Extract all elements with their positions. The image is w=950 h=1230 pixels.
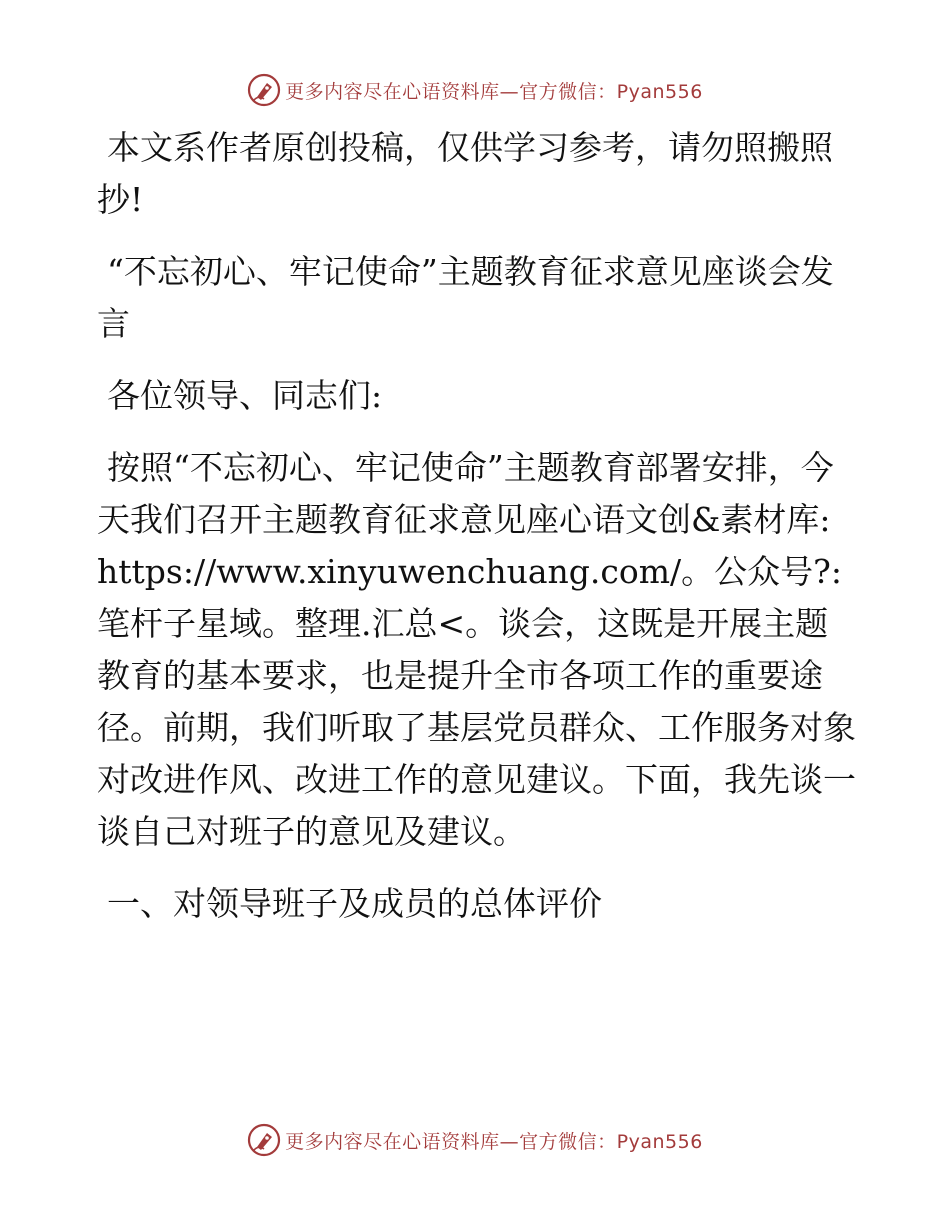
pen-nib-logo-icon [247,1123,281,1157]
watermark-id: Pyan556 [616,80,703,103]
document-body [97,122,857,950]
watermark-id: Pyan556 [616,1130,703,1153]
pen-nib-logo-icon [247,73,281,107]
notice-paragraph: 本文系作者原创投稿，仅供学习参考，请勿照搬照抄! [97,128,833,219]
watermark-text: 更多内容尽在心语资料库—官方微信：Pyan556 [285,80,703,103]
footer-watermark [0,1120,950,1160]
header-watermark [0,70,950,110]
greeting-paragraph: 各位领导、同志们: [107,376,383,415]
document-title: “不忘初心、牢记使命”主题教育征求意见座谈会发言 [97,252,834,343]
watermark-text: 更多内容尽在心语资料库—官方微信：Pyan556 [285,1130,703,1153]
section-heading: 一、对领导班子及成员的总体评价 [107,884,602,923]
body-paragraph: 按照“不忘初心、牢记使命”主题教育部署安排，今天我们召开主题教育征求意见座心语文创&素材库: https://www.xinyuwenchuang.com/。公众号?: 笔杆子星域。整理.汇总<。谈会，这既是开展主题教育的基本要求，也是提升全市各项工作的重要途径。前期，我们听取了基层党员群众、工作服务对象对改进作风、改进工作的意见建议。下面，我先谈一谈自己对班子的意见及建议。 [97,448,856,851]
